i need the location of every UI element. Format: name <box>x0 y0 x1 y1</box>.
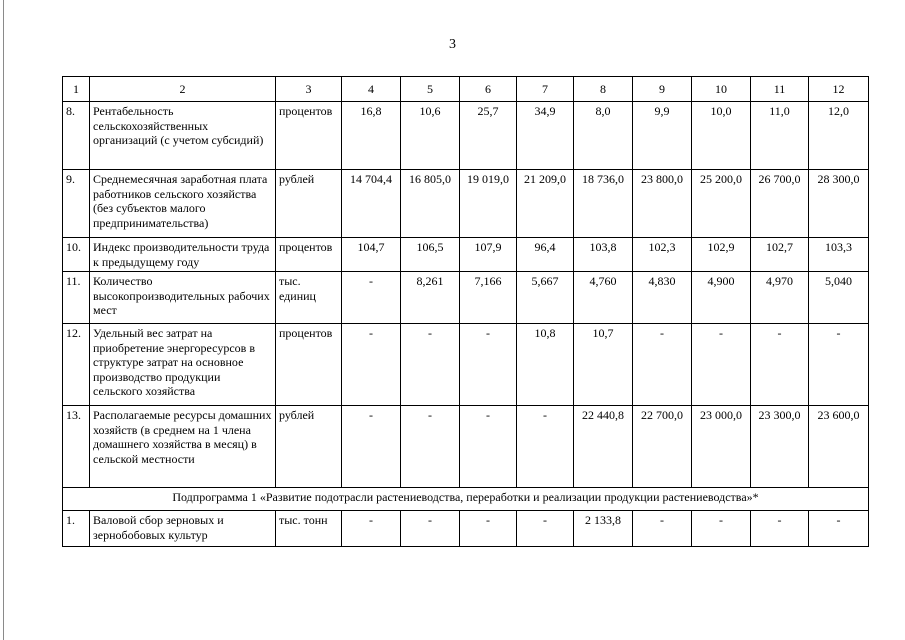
value-cell: - <box>751 324 809 406</box>
value-cell: 102,3 <box>633 238 692 272</box>
indicator-name: Располагаемые ресурсы домашних хозяйств (в среднем на 1 члена домашнего хозяйства в месяц) в сельской местности <box>90 406 276 488</box>
value-cell: 22 440,8 <box>574 406 633 488</box>
row-number: 10. <box>63 238 90 272</box>
value-cell: 19 019,0 <box>460 170 517 238</box>
column-header: 5 <box>401 77 460 102</box>
value-cell: 4,760 <box>574 272 633 324</box>
unit-cell: процентов <box>276 324 342 406</box>
table-row <box>63 406 869 488</box>
table-row <box>63 324 869 406</box>
column-header: 11 <box>751 77 809 102</box>
row-number: 13. <box>63 406 90 488</box>
unit-cell: рублей <box>276 406 342 488</box>
value-cell: 96,4 <box>517 238 574 272</box>
row-number: 9. <box>63 170 90 238</box>
table-row <box>63 511 869 547</box>
value-cell: 21 209,0 <box>517 170 574 238</box>
value-cell: 26 700,0 <box>751 170 809 238</box>
value-cell: - <box>342 406 401 488</box>
value-cell: 10,7 <box>574 324 633 406</box>
value-cell: 5,040 <box>809 272 869 324</box>
value-cell: 104,7 <box>342 238 401 272</box>
column-header: 3 <box>276 77 342 102</box>
value-cell: - <box>692 324 751 406</box>
column-header: 12 <box>809 77 869 102</box>
value-cell: 28 300,0 <box>809 170 869 238</box>
value-cell: - <box>809 511 869 547</box>
table-row <box>63 102 869 170</box>
value-cell: - <box>342 272 401 324</box>
value-cell: - <box>401 324 460 406</box>
row-number: 11. <box>63 272 90 324</box>
value-cell: 4,830 <box>633 272 692 324</box>
value-cell: 106,5 <box>401 238 460 272</box>
value-cell: - <box>460 324 517 406</box>
value-cell: - <box>342 511 401 547</box>
value-cell: 11,0 <box>751 102 809 170</box>
indicator-name: Валовой сбор зерновых и зернобобовых культур <box>90 511 276 547</box>
value-cell: 16 805,0 <box>401 170 460 238</box>
column-header: 7 <box>517 77 574 102</box>
unit-cell: рублей <box>276 170 342 238</box>
value-cell: 23 000,0 <box>692 406 751 488</box>
value-cell: - <box>751 511 809 547</box>
value-cell: 103,8 <box>574 238 633 272</box>
value-cell: 34,9 <box>517 102 574 170</box>
column-header: 1 <box>63 77 90 102</box>
value-cell: - <box>460 406 517 488</box>
value-cell: 25,7 <box>460 102 517 170</box>
value-cell: 102,7 <box>751 238 809 272</box>
value-cell: - <box>517 406 574 488</box>
value-cell: - <box>809 324 869 406</box>
page-number: 3 <box>449 37 456 52</box>
value-cell: 23 300,0 <box>751 406 809 488</box>
value-cell: 2 133,8 <box>574 511 633 547</box>
value-cell: 107,9 <box>460 238 517 272</box>
value-cell: 5,667 <box>517 272 574 324</box>
value-cell: 9,9 <box>633 102 692 170</box>
value-cell: 7,166 <box>460 272 517 324</box>
table-row <box>63 272 869 324</box>
value-cell: - <box>633 324 692 406</box>
column-header: 6 <box>460 77 517 102</box>
value-cell: 4,970 <box>751 272 809 324</box>
row-number: 12. <box>63 324 90 406</box>
value-cell: 18 736,0 <box>574 170 633 238</box>
value-cell: 102,9 <box>692 238 751 272</box>
value-cell: 103,3 <box>809 238 869 272</box>
page-edge-line <box>3 0 4 640</box>
value-cell: 10,6 <box>401 102 460 170</box>
indicator-name: Рентабельность сельскохозяйственных организаций (с учетом субсидий) <box>90 102 276 170</box>
unit-cell: тыс. единиц <box>276 272 342 324</box>
table-row <box>63 238 869 272</box>
column-header: 4 <box>342 77 401 102</box>
unit-cell: процентов <box>276 102 342 170</box>
value-cell: 23 800,0 <box>633 170 692 238</box>
column-header: 10 <box>692 77 751 102</box>
value-cell: 8,261 <box>401 272 460 324</box>
column-header: 2 <box>90 77 276 102</box>
unit-cell: процентов <box>276 238 342 272</box>
row-number: 1. <box>63 511 90 547</box>
value-cell: - <box>517 511 574 547</box>
value-cell: - <box>401 406 460 488</box>
value-cell: 22 700,0 <box>633 406 692 488</box>
indicators-table <box>62 76 869 547</box>
value-cell: 10,8 <box>517 324 574 406</box>
value-cell: 16,8 <box>342 102 401 170</box>
header-row <box>63 77 869 102</box>
indicator-name: Среднемесячная заработная плата работников сельского хозяйства (без субъектов малого предпринимательства) <box>90 170 276 238</box>
value-cell: - <box>460 511 517 547</box>
table-row <box>63 170 869 238</box>
value-cell: 12,0 <box>809 102 869 170</box>
row-number: 8. <box>63 102 90 170</box>
indicator-name: Индекс производительности труда к предыдущему году <box>90 238 276 272</box>
column-header: 8 <box>574 77 633 102</box>
value-cell: 23 600,0 <box>809 406 869 488</box>
value-cell: - <box>633 511 692 547</box>
indicator-name: Удельный вес затрат на приобретение энергоресурсов в структуре затрат на основное производство продукции сельского хозяйства <box>90 324 276 406</box>
indicator-name: Количество высокопроизводительных рабочих мест <box>90 272 276 324</box>
value-cell: 8,0 <box>574 102 633 170</box>
subprogram-row <box>63 488 869 511</box>
value-cell: 25 200,0 <box>692 170 751 238</box>
value-cell: 10,0 <box>692 102 751 170</box>
value-cell: - <box>342 324 401 406</box>
column-header: 9 <box>633 77 692 102</box>
value-cell: 14 704,4 <box>342 170 401 238</box>
unit-cell: тыс. тонн <box>276 511 342 547</box>
value-cell: - <box>401 511 460 547</box>
value-cell: - <box>692 511 751 547</box>
value-cell: 4,900 <box>692 272 751 324</box>
subprogram-title: Подпрограмма 1 «Развитие подотрасли растениеводства, переработки и реализации продукции растениеводства»* <box>63 488 869 511</box>
